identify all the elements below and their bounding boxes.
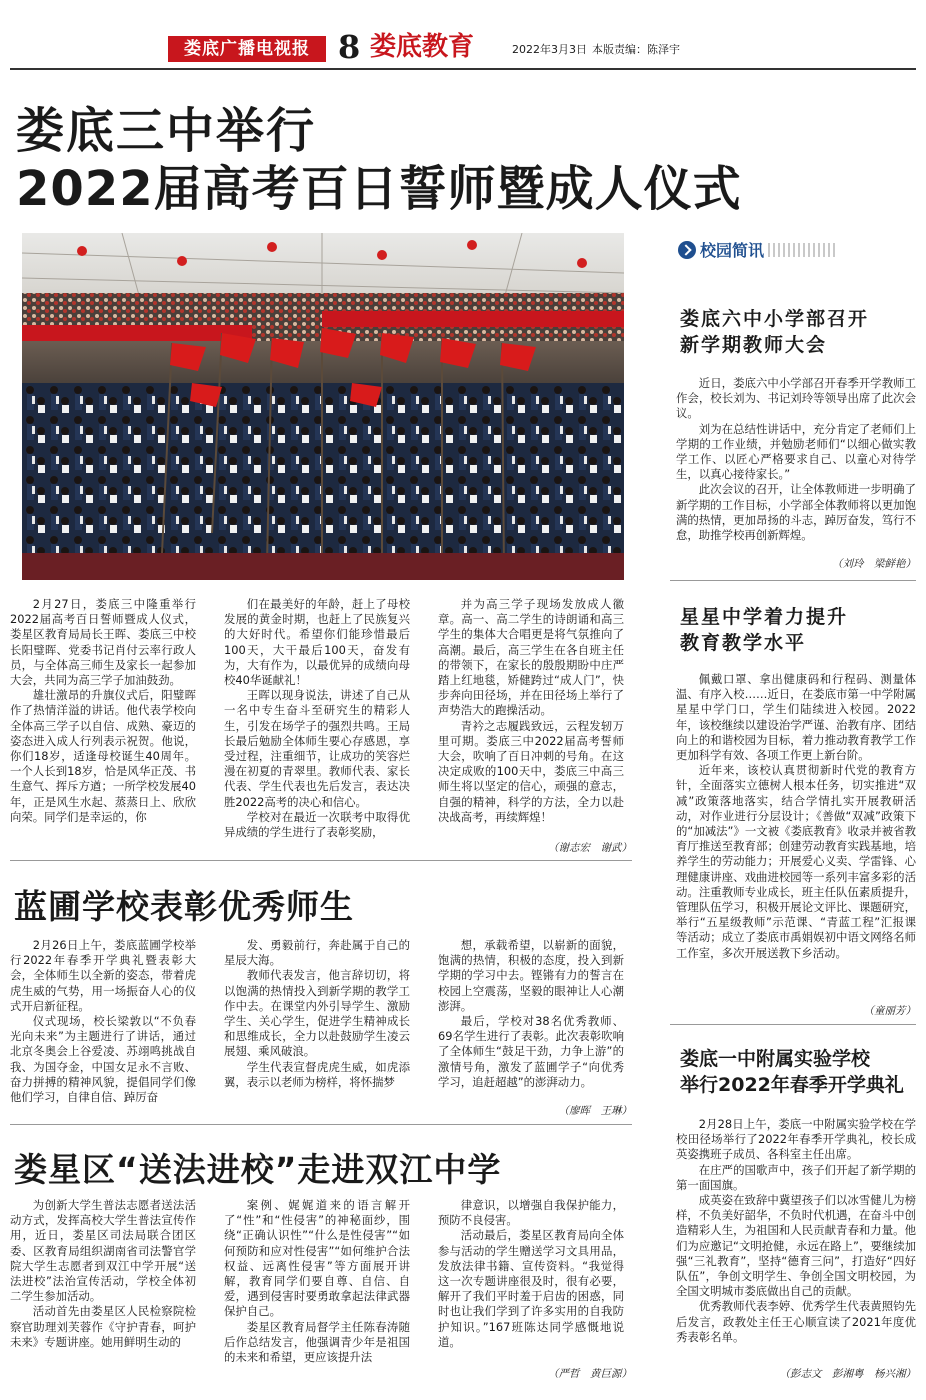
paragraph: 学生代表宣督虎虎生威，如虎添翼，表示以老师为榜样，将怀揣梦 [224, 1059, 410, 1089]
ceremony-photo-graphic [22, 233, 624, 580]
main-headline-line2: 2022届高考百日誓师暨成人仪式 [16, 161, 742, 217]
main-byline: （谢志宏 谢武） [548, 842, 632, 854]
section-title: 娄底教育 [370, 32, 475, 62]
decorative-stripe [768, 243, 838, 257]
headline-line: 教育教学水平 [680, 632, 807, 654]
sidebar-tag-label: 校园简讯 [700, 241, 765, 260]
sidebar-item2-body [676, 672, 916, 961]
paragraph: 发、勇毅前行，奔赴属于自己的星辰大海。 [224, 938, 410, 968]
paper-name-label: 娄底广播电视报 [168, 36, 326, 62]
article3-col2 [224, 1198, 410, 1365]
article2-byline: （廖晖 王琳） [558, 1105, 632, 1117]
paragraph: 2月28日上午，娄底一中附属实验学校在学校田径场举行了2022年春季开学典礼，校长成英姿携班子成员、各科室主任出席。 [676, 1117, 916, 1162]
main-article-col2 [224, 597, 410, 840]
paragraph: 2月26日上午，娄底蓝圃学校举行2022年春季开学典礼暨表彰大会，全体师生以全新的姿态，带着虎虎生威的气势，用一场振奋人心的仪式开启新征程。 [10, 938, 196, 1013]
paragraph: 此次会议的召开，让全体教师进一步明确了新学期的工作目标，小学部全体教师将以更加饱满的热情，更加昂扬的斗志，踔厉奋发，笃行不怠，助推学校再创新辉煌。 [676, 482, 916, 543]
sidebar-item1-headline [680, 306, 916, 358]
paragraph: 青衿之志履践致远，云程发轫万里可期。娄底三中2022届高考誓师大会，吹响了百日冲刺的号角。在这决定成败的100天中，娄底三中高三师生将以坚定的信心，顽强的意志，自强的精神，科学的方法，全力以赴决战高考，再续辉煌！ [438, 718, 624, 824]
article3-headline: 娄星区“送法进校”走进双江中学 [14, 1150, 502, 1189]
paragraph: 刘为在总结性讲话中，充分肯定了老师们上学期的工作业绩，并勉励老师们“以细心做实教学工作、以匠心严格要求自己、以童心对待学生，以真心接待家长。” [676, 421, 916, 482]
issue-date: 2022年3月3日 [512, 43, 587, 56]
divider [670, 580, 916, 581]
sidebar-item2-byline: （童丽芳） [863, 1005, 916, 1017]
headline-line: 娄底一中附属实验学校 [680, 1048, 871, 1070]
paragraph: 雄壮激昂的升旗仪式后，阳璧晖作了热情洋溢的讲话。他代表学校向全体高三学子以自信、成熟、豪迈的姿态进入成人行列表示祝贺。他说，你们18岁，适逢母校诞生40周年。一个人长到18岁，恰是风华正茂、书生意气、挥斥方遒；一所学校发展40年，正是风生水起、蒸蒸日上、欣欣向荣。同学们是幸运的，你 [10, 688, 196, 824]
divider [10, 1124, 632, 1125]
article2-col2 [224, 938, 410, 1090]
paragraph: 们在最美好的年龄，赶上了母校发展的黄金时期，也赶上了民族复兴的大好时代。希望你们能珍惜最后100天，大干最后100天，奋发有为，大有作为，以最优异的成绩向母校40华诞献礼！ [224, 597, 410, 688]
sidebar-item1-body [676, 376, 916, 543]
article2-col1 [10, 938, 196, 1105]
paragraph: 2月27日，娄底三中隆重举行2022届高考百日誓师暨成人仪式，娄星区教育局局长王晖、娄底三中校长阳璧晖、党委书记肖付云率行政人员，与全体高三师生及家长一起参加大会，共同为高三学子加油鼓劲。 [10, 597, 196, 688]
sidebar-item3-body [676, 1117, 916, 1345]
paragraph: 学校对在最近一次联考中取得优异成绩的学生进行了表彰奖励， [224, 809, 410, 840]
headline-line: 娄底六中小学部召开 [680, 308, 870, 330]
masthead-rule [10, 68, 916, 70]
sidebar-item3-headline [680, 1046, 920, 1098]
paragraph: 律意识，以增强自我保护能力，预防不良侵害。 [438, 1198, 624, 1228]
sidebar-item3-byline: （彭志文 彭湘粤 杨兴湘） [779, 1368, 916, 1380]
paragraph: 在庄严的国歌声中，孩子们开起了新学期的第一面国旗。 [676, 1162, 916, 1192]
sidebar-item2-headline [680, 604, 916, 656]
sidebar-item1-byline: （刘玲 梁鲜艳） [832, 558, 916, 570]
article3-col3 [438, 1198, 624, 1350]
headline-line: 举行2022年春季开学典礼 [680, 1074, 904, 1096]
paragraph: 成英姿在致辞中冀望孩子们以冰雪健儿为榜样，不负美好韶华，不负时代机遇，在奋斗中创造精彩人生，为祖国和人民贡献青春和力量。他们为应邀记“文明抢健，永远在路上”，要继续加强“三礼教育”，坚持“德育三问”，打造好“四好队伍”，争创文明学生、争创全国文明校园，为全国文明城市娄底做出自己的贡献。 [676, 1193, 916, 1299]
article2-col3 [438, 938, 624, 1090]
paragraph: 王晖以现身说法，讲述了自己从一名中专生奋斗至研究生的精彩人生，引发在场学子的强烈共鸣。王局长最后勉励全体师生要心存感恩，享受过程，注重细节，让成功的笑容烂漫在初夏的青翠里。教师代表、家长代表、学生代表也先后发言，表达决胜2022高考的决心和信心。 [224, 688, 410, 809]
article3-col1 [10, 1198, 196, 1350]
article2-headline: 蓝圃学校表彰优秀师生 [14, 887, 354, 926]
paragraph: 近年来，该校认真贯彻新时代党的教育方针，全面落实立德树人根本任务，切实推进“双减”政策落地落实，结合学情扎实开展教研活动，对作业进行分层设计；《善做“双减”政策下的“加减法”》一文被《娄底教育》收录并被省教育厅推送至教育部；创建劳动教育实践基地，培养学生的劳动能力；开展爱心义卖、学雷锋、心理健康讲座、戏曲进校园等一系列丰富多彩的活动。注重教师专业成长，班主任队伍素质提升，管理队伍学习，积极开展论文评比、课题研究，举行“五星级教师”示范课、“青蓝工程”汇报课等活动；成立了娄底市禹娟娱初中语文网络名师工作室，多次开展送教下乡活动。 [676, 763, 916, 960]
page-editor: 本版责编：陈泽宇 [592, 43, 680, 56]
paragraph: 近日，娄底六中小学部召开春季开学教师工作会，校长刘为、书记刘玲等领导出席了此次会议。 [676, 376, 916, 421]
page-number: 8 [338, 28, 361, 66]
paragraph: 为创新大学生普法志愿者送法活动方式，发挥高校大学生普法宣传作用，近日，娄星区司法局联合团区委、区教育局组织湖南省司法警官学院大学生志愿者到双江中学开展“送法进校”法治宣传活动，学校全体初二学生参加活动。 [10, 1198, 196, 1304]
headline-line: 星星中学着力提升 [680, 606, 849, 628]
paragraph: 教师代表发言，他言辞切切，将以饱满的热情投入到新学期的教学工作中去。在课堂内外引导学生、激励学生、关心学生，促进学生精神成长和思维成长，全力以赴鼓励学生凌云展翅、乘风破浪。 [224, 968, 410, 1059]
divider [10, 860, 632, 861]
main-article-col3 [438, 597, 624, 825]
paragraph: 活动最后，娄星区教育局向全体参与活动的学生赠送学习文具用品，发放法律书籍、宣传资料。“我觉得这一次专题讲座很及时，很有必要，解开了我们平时羞于启齿的困惑，同时也让我们学到了许多实用的自我防护知识。”167班陈达同学感慨地说道。 [438, 1228, 624, 1349]
article3-byline: （严哲 黄巨源） [548, 1368, 632, 1380]
paragraph: 最后，学校对38名优秀教师、69名学生进行了表彰。此次表彰吹响了全体师生“鼓足干劲，力争上游”的激情号角，激发了蓝圃学子“向优秀学习，追赶超越”的澎湃动力。 [438, 1014, 624, 1089]
paragraph: 想，承载希望，以崭新的面貌，饱满的热情，积极的态度，投入到新学期的学习中去。铿锵有力的誓言在校园上空震荡，坚毅的眼神让人心潮澎湃。 [438, 938, 624, 1013]
chevron-right-icon [678, 241, 696, 259]
paragraph: 活动首先由娄星区人民检察院检察官助理刘芙蓉作《守护青春，呵护未来》专题讲座。她用鲜明生动的 [10, 1304, 196, 1349]
headline-line: 新学期教师大会 [680, 334, 828, 356]
paragraph: 娄星区教育局督学主任陈春涛随后作总结发言，他强调青少年是祖国的未来和希望，更应该提升法 [224, 1319, 410, 1365]
paragraph: 佩戴口罩、拿出健康码和行程码、测量体温、有序入校……近日，在娄底市第一中学附属星星中学门口，学生们陆续进入校园。2022年，该校继续以建设治学严谨、治教有序、团结向上的和谐校园为目标，着力推动教育教学工作更加科学有效、各项工作更上新台阶。 [676, 672, 916, 763]
paragraph: 案例、娓娓道来的语言解开了“性”和“性侵害”的神秘面纱，围绕“正确认识性”“什么是性侵害”“如何预防和应对性侵害”“如何维护合法权益、远离性侵害”等方面展开讲解，教育同学们要自尊、自信、自爱，遇到侵害时要勇敢拿起法律武器保护自己。 [224, 1198, 410, 1319]
main-headline-line1: 娄底三中举行 [16, 103, 317, 159]
paragraph: 优秀教师代表李婷、优秀学生代表黄照钧先后发言，政教处主任王心顺宣读了2021年度优秀表彰名单。 [676, 1299, 916, 1344]
sidebar-tag [678, 238, 838, 260]
main-article-col1 [10, 597, 196, 825]
divider [670, 1024, 916, 1025]
paragraph: 仪式现场，校长梁敦以“不负春光向未来”为主题进行了讲话，通过北京冬奥会上谷爱凌、苏翊鸣挑战自我、为国夺金，中国女足永不言败、奋力拼搏的精神风貌，提倡同学们像他们学习，自律自信、踔厉奋 [10, 1014, 196, 1105]
ceremony-photo [22, 233, 624, 580]
paragraph: 并为高三学子现场发放成人徽章。高一、高二学生的诗朗诵和高三学生的集体大合唱更是将气氛推向了高潮。最后，高三学生在各自班主任的带领下，在家长的殷殷期盼中庄严踏上红地毯，矫健跨过“成人门”，快步奔向田径场，并在田径场上举行了声势浩大的跑操活动。 [438, 597, 624, 718]
